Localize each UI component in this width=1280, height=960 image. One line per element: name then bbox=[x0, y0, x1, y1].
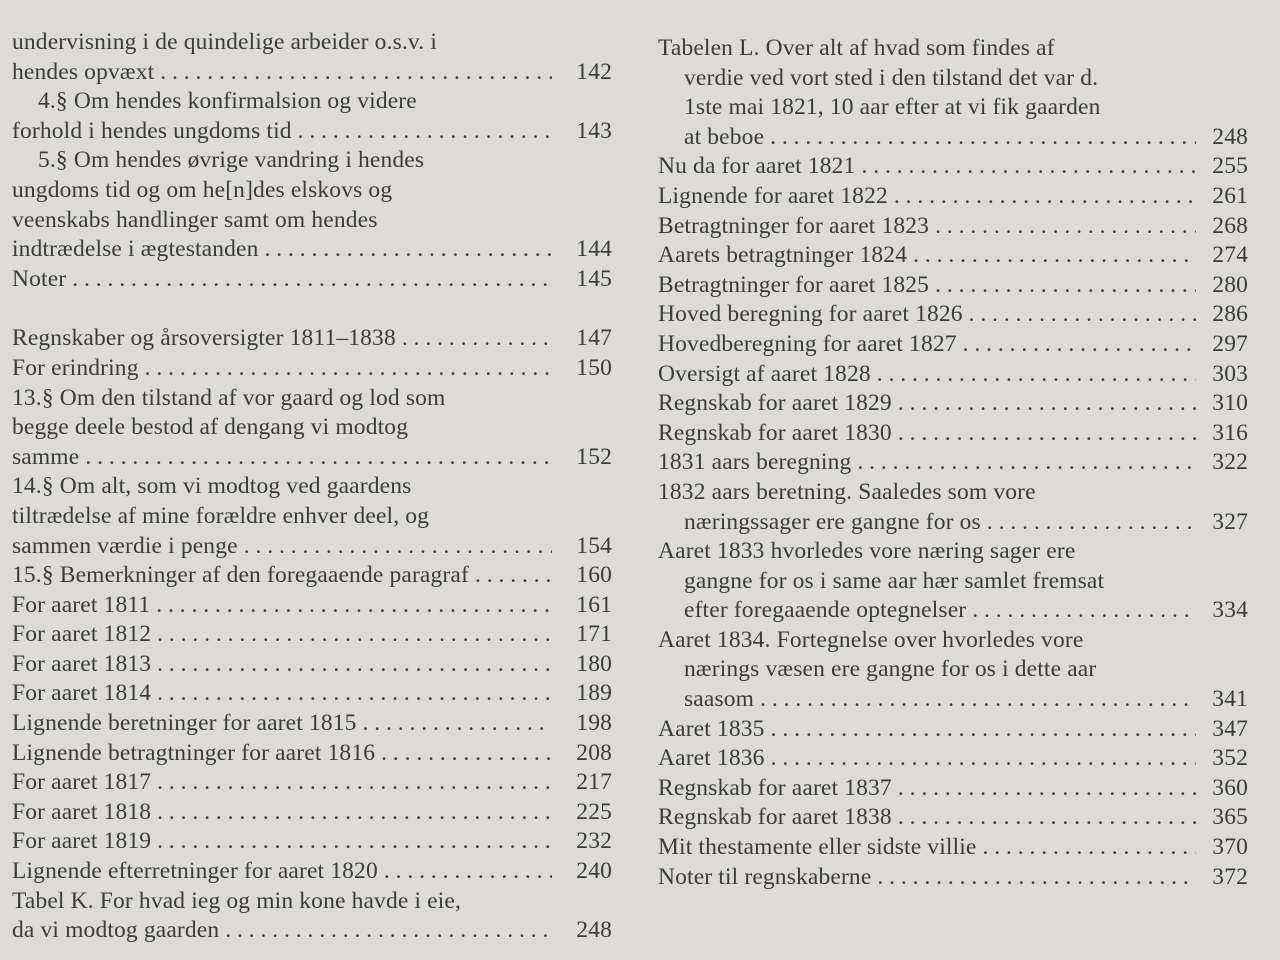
toc-entry-title-line: 14.§ Om alt, som vi modtog ved gaardens bbox=[12, 473, 412, 500]
dot-leader bbox=[244, 532, 552, 562]
toc-page-number: 316 bbox=[1212, 419, 1248, 446]
toc-entry bbox=[658, 803, 1248, 833]
toc-page-number: 171 bbox=[576, 621, 612, 648]
toc-entry bbox=[12, 472, 612, 561]
toc-entry-title-line: at beboe bbox=[684, 123, 765, 150]
toc-entry bbox=[658, 537, 1248, 626]
toc-entry-title-line: Regnskab for aaret 1837 bbox=[658, 774, 892, 801]
toc-entry bbox=[658, 330, 1248, 360]
toc-page-number: 261 bbox=[1212, 182, 1248, 209]
dot-leader bbox=[760, 685, 1196, 715]
dot-leader bbox=[381, 739, 552, 769]
dot-leader bbox=[85, 443, 552, 473]
dot-leader bbox=[225, 916, 552, 946]
dot-leader bbox=[898, 389, 1196, 419]
toc-entry bbox=[658, 774, 1248, 804]
toc-page-number: 144 bbox=[576, 236, 612, 263]
toc-entry-title-line: Aaret 1835 bbox=[658, 715, 765, 742]
toc-entry-title-line: Regnskab for aaret 1838 bbox=[658, 804, 892, 831]
toc-page-number: 286 bbox=[1212, 301, 1248, 328]
toc-entry bbox=[658, 360, 1248, 390]
toc-entry-title-line: begge deele bestod af dengang vi modtog bbox=[12, 414, 409, 441]
dot-leader bbox=[972, 596, 1196, 626]
toc-page-number: 150 bbox=[576, 354, 612, 381]
toc-entry-title-line: Noter til regnskaberne bbox=[658, 863, 872, 890]
toc-page-number: 240 bbox=[576, 858, 612, 885]
toc-entry bbox=[12, 561, 612, 591]
toc-entry bbox=[658, 271, 1248, 301]
dot-leader bbox=[298, 117, 552, 147]
toc-page-number: 225 bbox=[576, 798, 612, 825]
toc-entry-title-line: Regnskab for aaret 1830 bbox=[658, 419, 892, 446]
toc-entry-title-line: Aaret 1836 bbox=[658, 745, 765, 772]
toc-entry bbox=[658, 34, 1248, 152]
toc-entry-title-line: 5.§ Om hendes øvrige vandring i hendes bbox=[38, 147, 425, 174]
toc-entry-title-line: 15.§ Bemerkninger af den foregaaende paragraf bbox=[12, 562, 469, 589]
toc-entry bbox=[658, 478, 1248, 537]
toc-entry-title-line: For aaret 1818 bbox=[12, 798, 152, 825]
dot-leader bbox=[770, 123, 1196, 153]
toc-entry-title-line: For aaret 1812 bbox=[12, 621, 152, 648]
toc-page-number: 180 bbox=[576, 650, 612, 677]
toc-entry-title-line: 1832 aars beretning. Saaledes som vore bbox=[658, 478, 1036, 505]
toc-entry bbox=[658, 389, 1248, 419]
toc-page-number: 268 bbox=[1212, 212, 1248, 239]
dot-leader bbox=[877, 360, 1196, 390]
toc-entry bbox=[12, 384, 612, 473]
toc-entry bbox=[12, 591, 612, 621]
toc-entry-title-line: Aarets betragtninger 1824 bbox=[658, 242, 908, 269]
toc-page-number: 147 bbox=[576, 325, 612, 352]
toc-page-number: 365 bbox=[1212, 804, 1248, 831]
dot-leader bbox=[160, 58, 552, 88]
toc-entry-title-line: da vi modtog gaarden bbox=[12, 917, 220, 944]
toc-entry-title-line: Betragtninger for aaret 1823 bbox=[658, 212, 930, 239]
dot-leader bbox=[857, 448, 1196, 478]
toc-page-number: 303 bbox=[1212, 360, 1248, 387]
toc-entry-title-line: 1ste mai 1821, 10 aar efter at vi fik gaarden bbox=[684, 94, 1101, 121]
dot-leader bbox=[157, 798, 552, 828]
dot-leader bbox=[983, 833, 1196, 863]
toc-entry bbox=[12, 679, 612, 709]
toc-page-number: 248 bbox=[576, 917, 612, 944]
toc-entry-title-line: Mit thestamente eller sidste villie bbox=[658, 834, 977, 861]
dot-leader bbox=[771, 715, 1196, 745]
toc-entry-title-line: 4.§ Om hendes konfirmalsion og videre bbox=[38, 88, 417, 115]
toc-page-number: 152 bbox=[576, 443, 612, 470]
toc-page-number: 360 bbox=[1212, 774, 1248, 801]
toc-page-number: 352 bbox=[1212, 745, 1248, 772]
toc-entry bbox=[12, 354, 612, 384]
toc-entry-title-line: For aaret 1814 bbox=[12, 680, 152, 707]
toc-entry-title-line: ungdoms tid og om he[n]des elskovs og bbox=[12, 176, 393, 203]
dot-leader bbox=[363, 709, 552, 739]
toc-left-column bbox=[12, 28, 612, 946]
toc-page-number: 347 bbox=[1212, 715, 1248, 742]
toc-entry-title-line: Hoved beregning for aaret 1826 bbox=[658, 301, 963, 328]
toc-entry-title-line: efter foregaaende optegnelser bbox=[684, 597, 967, 624]
toc-entry-title-line: For erindring bbox=[12, 354, 139, 381]
toc-page-number: 145 bbox=[576, 265, 612, 292]
toc-entry-title-line: Oversigt af aaret 1828 bbox=[658, 360, 871, 387]
toc-entry-title-line: 1831 aars beregning bbox=[658, 449, 852, 476]
dot-leader bbox=[894, 182, 1196, 212]
toc-entry bbox=[658, 300, 1248, 330]
toc-entry-title-line: veenskabs handlinger samt om hendes bbox=[12, 206, 378, 233]
toc-entry-title-line: sammen værdie i penge bbox=[12, 532, 238, 559]
dot-leader bbox=[935, 271, 1196, 301]
toc-entry bbox=[658, 152, 1248, 182]
dot-leader bbox=[898, 803, 1196, 833]
toc-entry bbox=[12, 857, 612, 887]
toc-entry bbox=[658, 863, 1248, 893]
toc-entry bbox=[658, 715, 1248, 745]
toc-right-column bbox=[658, 34, 1248, 892]
toc-page-number: 334 bbox=[1212, 597, 1248, 624]
toc-entry bbox=[12, 620, 612, 650]
dot-leader bbox=[935, 212, 1196, 242]
dot-leader bbox=[157, 679, 552, 709]
toc-entry-title-line: Aaret 1834. Fortegnelse over hvorledes vore bbox=[658, 626, 1084, 653]
toc-entry bbox=[12, 28, 612, 87]
toc-entry bbox=[658, 744, 1248, 774]
toc-entry bbox=[12, 87, 612, 146]
dot-leader bbox=[157, 827, 552, 857]
dot-leader bbox=[969, 300, 1196, 330]
toc-page-number: 160 bbox=[576, 562, 612, 589]
toc-entry bbox=[658, 212, 1248, 242]
toc-entry bbox=[658, 626, 1248, 715]
toc-page-number: 161 bbox=[576, 591, 612, 618]
toc-entry-title-line: 13.§ Om den tilstand af vor gaard og lod som bbox=[12, 384, 446, 411]
toc-entry-title-line: saasom bbox=[684, 686, 755, 713]
toc-entry-title-line: Tabel K. For hvad ieg og min kone havde i eie, bbox=[12, 887, 462, 914]
toc-entry-title-line: Nu da for aaret 1821 bbox=[658, 153, 856, 180]
toc-entry bbox=[12, 324, 612, 354]
toc-entry-title-line: Noter bbox=[12, 265, 67, 292]
dot-leader bbox=[157, 650, 552, 680]
toc-page-number: 255 bbox=[1212, 153, 1248, 180]
toc-entry bbox=[12, 827, 612, 857]
toc-entry bbox=[658, 182, 1248, 212]
toc-page-number: 322 bbox=[1212, 449, 1248, 476]
toc-entry bbox=[12, 798, 612, 828]
toc-entry bbox=[12, 265, 612, 295]
toc-entry-title-line: samme bbox=[12, 443, 80, 470]
dot-leader bbox=[771, 744, 1196, 774]
toc-page-number: 143 bbox=[576, 117, 612, 144]
toc-page-number: 274 bbox=[1212, 242, 1248, 269]
dot-leader bbox=[265, 235, 552, 265]
toc-entry-title-line: verdie ved vort sted i den tilstand det var d. bbox=[684, 64, 1099, 91]
toc-entry-title-line: For aaret 1819 bbox=[12, 828, 152, 855]
toc-page-number: 280 bbox=[1212, 271, 1248, 298]
toc-entry-title-line: Regnskab for aaret 1829 bbox=[658, 390, 892, 417]
toc-page-number: 217 bbox=[576, 769, 612, 796]
toc-page-number: 297 bbox=[1212, 330, 1248, 357]
toc-entry-title-line: Betragtninger for aaret 1825 bbox=[658, 271, 930, 298]
toc-entry-title-line: undervisning i de quindelige arbeider o.s.v. i bbox=[12, 29, 438, 55]
toc-entry-title-line: Aaret 1833 hvorledes vore næring sager ere bbox=[658, 538, 1076, 565]
toc-entry-title-line: Lignende for aaret 1822 bbox=[658, 182, 888, 209]
toc-entry bbox=[12, 739, 612, 769]
toc-page-number: 310 bbox=[1212, 390, 1248, 417]
toc-entry-title-line: Lignende beretninger for aaret 1815 bbox=[12, 710, 357, 737]
toc-entry-title-line: Lignende efterretninger for aaret 1820 bbox=[12, 858, 378, 885]
toc-entry bbox=[658, 833, 1248, 863]
toc-entry bbox=[12, 650, 612, 680]
toc-entry-title-line: nærings væsen ere gangne for os i dette aar bbox=[684, 656, 1097, 683]
toc-page-number: 327 bbox=[1212, 508, 1248, 535]
dot-leader bbox=[156, 591, 552, 621]
dot-leader bbox=[72, 265, 552, 295]
toc-entry bbox=[12, 146, 612, 264]
toc-entry-title-line: For aaret 1813 bbox=[12, 650, 152, 677]
toc-page-number: 248 bbox=[1212, 123, 1248, 150]
toc-entry-title-line: Regnskaber og årsoversigter 1811–1838 bbox=[12, 325, 396, 352]
toc-entry bbox=[12, 768, 612, 798]
toc-page-number: 341 bbox=[1212, 686, 1248, 713]
toc-entry-title-line: For aaret 1811 bbox=[12, 591, 151, 618]
dot-leader bbox=[157, 768, 552, 798]
toc-entry bbox=[12, 887, 612, 946]
toc-entry bbox=[658, 419, 1248, 449]
toc-entry-title-line: Hovedberegning for aaret 1827 bbox=[658, 330, 957, 357]
toc-page-number: 372 bbox=[1212, 863, 1248, 890]
toc-entry-title-line: Lignende betragtninger for aaret 1816 bbox=[12, 739, 376, 766]
dot-leader bbox=[402, 324, 552, 354]
dot-leader bbox=[145, 354, 552, 384]
dot-leader bbox=[913, 241, 1196, 271]
toc-page-number: 198 bbox=[576, 710, 612, 737]
toc-entry-title-line: Tabelen L. Over alt af hvad som findes af bbox=[658, 35, 1055, 61]
toc-entry bbox=[658, 448, 1248, 478]
toc-page-number: 208 bbox=[576, 739, 612, 766]
toc-page-number: 189 bbox=[576, 680, 612, 707]
dot-leader bbox=[475, 561, 552, 591]
dot-leader bbox=[384, 857, 552, 887]
toc-page-number: 142 bbox=[576, 58, 612, 85]
dot-leader bbox=[157, 620, 552, 650]
toc-page-number: 232 bbox=[576, 828, 612, 855]
toc-entry bbox=[658, 241, 1248, 271]
toc-entry-title-line: tiltrædelse af mine forældre enhver deel, og bbox=[12, 502, 430, 529]
toc-entry bbox=[12, 709, 612, 739]
dot-leader bbox=[987, 508, 1196, 538]
dot-leader bbox=[898, 419, 1196, 449]
toc-entry-title-line: hendes opvæxt bbox=[12, 58, 155, 85]
toc-entry-title-line: For aaret 1817 bbox=[12, 769, 152, 796]
toc-entry-title-line: indtrædelse i ægtestanden bbox=[12, 236, 259, 263]
toc-page-number: 154 bbox=[576, 532, 612, 559]
toc-entry-title-line: næringssager ere gangne for os bbox=[684, 508, 981, 535]
dot-leader bbox=[898, 774, 1196, 804]
dot-leader bbox=[877, 863, 1196, 893]
dot-leader bbox=[963, 330, 1196, 360]
dot-leader bbox=[861, 152, 1196, 182]
toc-entry-title-line: forhold i hendes ungdoms tid bbox=[12, 117, 292, 144]
toc-entry-title-line: gangne for os i same aar hær samlet fremsat bbox=[684, 567, 1105, 594]
toc-page-number: 370 bbox=[1212, 834, 1248, 861]
